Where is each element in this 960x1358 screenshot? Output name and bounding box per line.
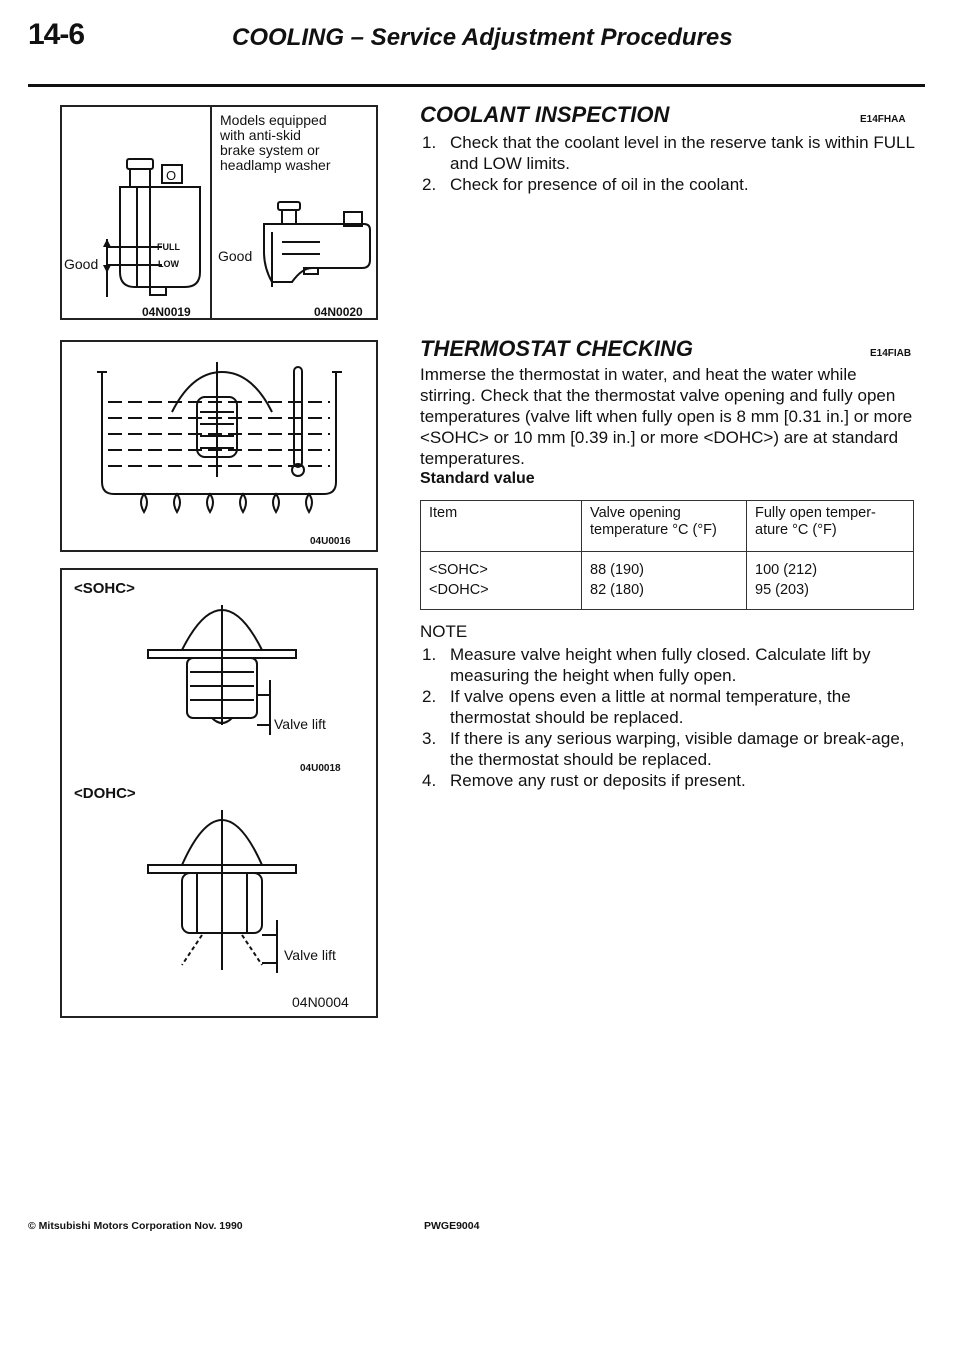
coolant-inspection-title: COOLANT INSPECTION: [420, 102, 670, 127]
list-item: 3. If there is any serious warping, visible damage or break-age, the thermostat should be replaced.: [422, 729, 905, 769]
reserve-tank-figure: [60, 105, 378, 320]
table-header-row: [421, 501, 914, 552]
thermostat-checking-intro: Immerse the thermostat in water, and heat the water while stirring. Check that the thermostat valve opening and fully open temperatures (valve lift when fully open is 8 mm [0.31 in.] or more <SOHC> or 10 mm [0.39 in.] or more <DOHC>) are at standard temperatures.: [420, 365, 913, 468]
reserve-tank-alt-illustration: [212, 192, 376, 292]
coolant-inspection-code: E14FHAA: [860, 114, 906, 125]
table-header-cell: Valve opening temperature °C (°F): [582, 501, 747, 552]
valve-lift-label-dohc: Valve lift: [284, 947, 336, 963]
table-header-cell: Fully open temper-ature °C (°F): [747, 501, 914, 552]
table-cell: 100 (212): [747, 552, 914, 580]
page-number: 14-6: [28, 18, 85, 51]
list-item: 2. Check for presence of oil in the coolant.: [422, 175, 749, 194]
valve-lift-label-sohc: Valve lift: [274, 716, 326, 732]
table-row: [421, 552, 914, 580]
table-cell: <SOHC>: [421, 552, 582, 580]
footer-doc-code: PWGE9004: [424, 1220, 480, 1232]
thermostat-checking-code: E14FIAB: [870, 348, 912, 359]
dohc-label: <DOHC>: [74, 785, 136, 802]
note-label: NOTE: [420, 622, 468, 641]
water-bath-illustration: [62, 342, 376, 550]
note-list: [420, 644, 915, 791]
good-label-alt: Good: [218, 248, 253, 264]
sohc-thermostat-illustration: [142, 600, 302, 735]
thermostat-checking-title: THERMOSTAT CHECKING: [420, 336, 693, 361]
good-label: Good: [64, 256, 99, 272]
header-divider: [28, 84, 925, 87]
heating-test-figure: [60, 340, 378, 552]
list-item: 2. If valve opens even a little at normal temperature, the thermostat should be replaced.: [422, 687, 851, 727]
standard-value-label: Standard value: [420, 470, 535, 487]
figure-code-sohc: 04U0018: [300, 763, 341, 774]
table-cell: 82 (180): [582, 579, 747, 610]
cap-label: O: [166, 168, 177, 183]
list-item: 4. Remove any rust or deposits if present.: [422, 771, 746, 790]
figure-code-left: 04N0019: [142, 305, 191, 319]
standard-value-table: [420, 500, 914, 610]
table-cell: 88 (190): [582, 552, 747, 580]
figure-code-heating: 04U0016: [310, 536, 351, 547]
dohc-thermostat-illustration: [142, 805, 302, 975]
figure-code-dohc: 04N0004: [292, 994, 349, 1010]
table-header-cell: Item: [421, 501, 582, 552]
table-cell: 95 (203): [747, 579, 914, 610]
models-note: Models equipped with anti-skid brake system or headlamp washer: [220, 112, 331, 173]
list-item: 1. Measure valve height when fully closed. Calculate lift by measuring the height when fully open.: [422, 645, 871, 685]
page-title: COOLING – Service Adjustment Procedures: [232, 24, 733, 51]
low-label: LOW: [158, 259, 179, 269]
list-item: 1. Check that the coolant level in the reserve tank is within FULL and LOW limits.: [422, 133, 915, 173]
coolant-inspection-steps: [420, 132, 915, 195]
table-cell: <DOHC>: [421, 579, 582, 610]
reserve-tank-illustration: [62, 147, 210, 307]
full-label: FULL: [157, 242, 180, 252]
sohc-label: <SOHC>: [74, 580, 135, 597]
table-row: [421, 579, 914, 610]
footer-copyright: © Mitsubishi Motors Corporation Nov. 1990: [28, 1220, 243, 1232]
figure-code-right: 04N0020: [314, 305, 363, 319]
thermostat-figure: [60, 568, 378, 1018]
